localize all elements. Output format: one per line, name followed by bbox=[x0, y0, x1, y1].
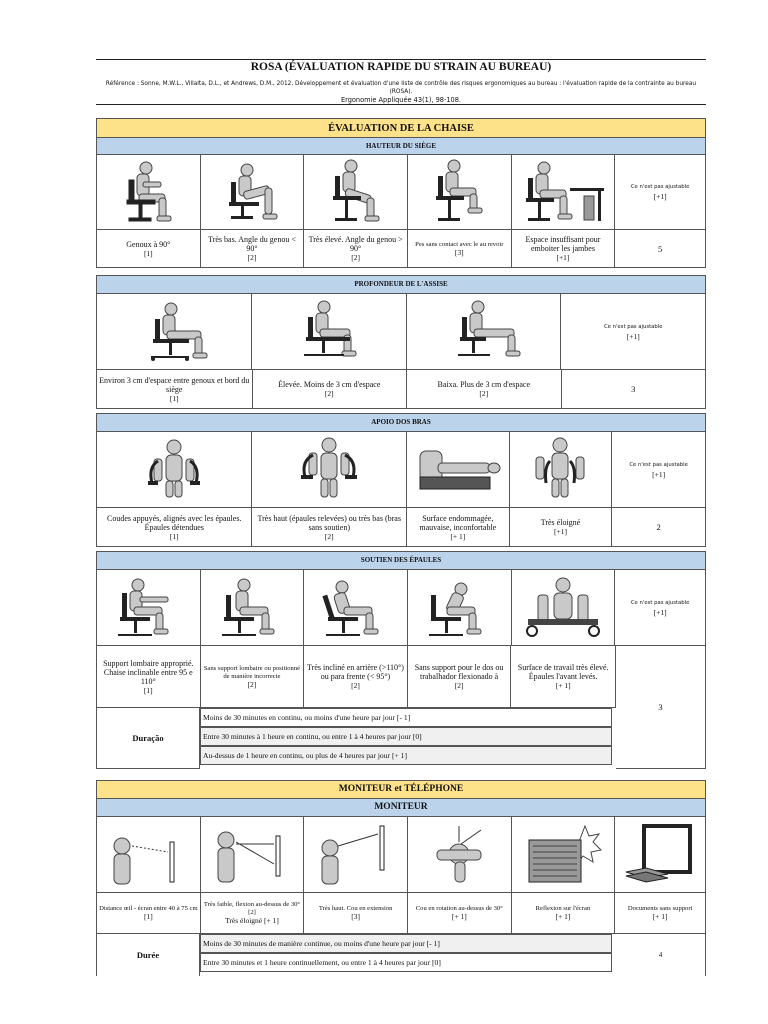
option-text: Baixa. Plus de 3 cm d'espace bbox=[437, 380, 531, 389]
option-score: [1] bbox=[143, 248, 153, 258]
reference-line-1: Référence : Sonne, M.W.L., Villalta, D.L., et Andrews, D.M., 2012. Développement et évaluation d'une liste de contrôle des risques ergonomiques au bureau : l'évaluation rapide de la contrainte au bureau (ROSA). bbox=[105, 81, 697, 95]
option-score: [+ 1] bbox=[264, 916, 279, 925]
option-text: Pes sans contact avec le au revoir bbox=[415, 240, 504, 248]
back-support-option-2 bbox=[201, 646, 305, 707]
option-text: Très haut. Cou en extension bbox=[318, 905, 393, 912]
option-score: [+1] bbox=[556, 253, 570, 262]
option-text: Très incliné en arrière (>110°) ou para frente (< 95°) bbox=[307, 663, 404, 681]
seat-height-figure-2 bbox=[201, 155, 305, 229]
option-score: [3] bbox=[454, 247, 464, 257]
option-score: [1] bbox=[169, 393, 179, 403]
seat-depth-figure-1 bbox=[97, 294, 252, 369]
armrests-labels-row bbox=[96, 508, 706, 547]
monitor-option-3 bbox=[304, 893, 408, 933]
duration-option-3: Au-dessus de 1 heure en continu, ou plus de 4 heures par jour [+ 1] bbox=[200, 746, 612, 765]
back-support-not-adjustable bbox=[615, 570, 705, 645]
armrests-figure-4 bbox=[510, 432, 613, 507]
option-text: Sans support lombaire ou positionné de manière incorrecte bbox=[203, 664, 301, 680]
option-text: Distance œil - écran entre 40 à 75 cm bbox=[99, 905, 198, 912]
back-support-figure-1 bbox=[97, 570, 201, 645]
monitor-figures-row bbox=[96, 817, 706, 893]
back-support-figure-5 bbox=[512, 570, 616, 645]
page-title: ROSA (ÉVALUATION RAPIDE DU STRAIN AU BUREAU) bbox=[250, 61, 552, 73]
option-score: [+ 1] bbox=[555, 912, 571, 921]
armrests-option-1 bbox=[97, 508, 252, 546]
monitor-figure-5 bbox=[512, 817, 616, 892]
back-support-figure-2 bbox=[201, 570, 305, 645]
back-support-figures-row bbox=[96, 570, 706, 646]
option-score: [2] bbox=[351, 253, 361, 262]
option-text: Très éloigné bbox=[225, 916, 263, 925]
seat-depth-option-1 bbox=[97, 370, 253, 408]
option-text: Très élevé. Angle du genou > 90° bbox=[308, 235, 403, 253]
seat-depth-option-3 bbox=[407, 370, 562, 408]
duration-option-2: Entre 30 minutes à 1 heure en continu, ou entre 1 à 4 heures par jour [0] bbox=[200, 727, 612, 746]
seat-height-option-3 bbox=[304, 230, 408, 267]
monitor-figure-1 bbox=[97, 817, 201, 892]
seat-height-section bbox=[96, 118, 706, 270]
option-text: Genoux à 90° bbox=[126, 239, 171, 249]
monitor-figure-3 bbox=[304, 817, 408, 892]
option-score: [2] bbox=[247, 679, 257, 689]
armrests-total: 2 bbox=[656, 522, 661, 532]
option-score: [1] bbox=[143, 912, 153, 921]
option-score: [2] bbox=[324, 531, 334, 541]
back-support-option-3 bbox=[304, 646, 408, 707]
monitor-option-4 bbox=[408, 893, 512, 933]
option-text: Reflexion sur l'écran bbox=[535, 905, 591, 912]
option-text: Documents sans support bbox=[627, 905, 693, 912]
seat-depth-option-2 bbox=[253, 370, 408, 408]
armrests-figure-3 bbox=[407, 432, 510, 507]
not-adjustable-label: Ce n'est pas ajustable bbox=[603, 323, 663, 330]
back-support-option-5 bbox=[511, 646, 615, 707]
back-support-figure-4 bbox=[408, 570, 512, 645]
seat-height-option-2 bbox=[201, 230, 305, 267]
seat-height-figure-3 bbox=[304, 155, 408, 229]
armrests-option-3 bbox=[407, 508, 510, 546]
seat-height-figure-4 bbox=[408, 155, 512, 229]
option-text: Surface endommagée, mauvaise, inconfortable bbox=[419, 513, 497, 532]
option-text: Très faible, flexion au-dessus de 30° bbox=[203, 901, 301, 908]
seat-depth-labels-row bbox=[96, 370, 706, 409]
header-rule bbox=[96, 104, 706, 105]
seat-height-option-4 bbox=[408, 230, 512, 267]
option-text: Très éloigné bbox=[540, 518, 581, 527]
not-adjustable-label: Ce n'est pas ajustable bbox=[629, 461, 688, 468]
seat-depth-header: PROFONDEUR DE L'ASSISE bbox=[96, 275, 706, 294]
monitor-option-2 bbox=[201, 893, 305, 933]
back-support-figure-3 bbox=[304, 570, 408, 645]
option-score: [+ 1] bbox=[652, 912, 668, 921]
back-support-option-4 bbox=[408, 646, 512, 707]
option-text: Coudes appuyés, alignés avec les épaules. Épaules détendues bbox=[107, 513, 242, 532]
back-support-duration-cell bbox=[96, 708, 200, 769]
seat-height-not-adjustable bbox=[615, 155, 705, 229]
monitor-figure-4 bbox=[408, 817, 512, 892]
seat-height-labels-row bbox=[96, 230, 706, 268]
seat-height-option-5 bbox=[512, 230, 616, 267]
monitor-figure-6 bbox=[615, 817, 705, 892]
armrests-not-adjustable bbox=[612, 432, 705, 507]
monitor-duration-cell bbox=[96, 934, 200, 976]
not-adjustable-score: [+1] bbox=[653, 192, 667, 201]
option-text: Environ 3 cm d'espace entre genoux et bord du siège bbox=[99, 375, 250, 394]
option-score: [+ 1] bbox=[450, 531, 466, 541]
monitor-header: MONITEUR bbox=[96, 798, 706, 817]
option-text: Sans support pour le dos ou trabalhador flexionado à bbox=[414, 663, 504, 681]
armrests-option-2 bbox=[252, 508, 406, 546]
monitor-option-1 bbox=[97, 893, 201, 933]
monitor-section bbox=[96, 780, 706, 976]
monitor-phone-header: MONITEUR et TÉLÉPHONE bbox=[96, 780, 706, 799]
option-text: Support lombaire approprié. Chaise inclinable entre 95 e 110° bbox=[103, 658, 194, 686]
option-score: [2] bbox=[324, 389, 334, 398]
duration-label: Durée bbox=[136, 950, 160, 960]
reference-line-2: Ergonomie Appliquée 43(1), 98-108. bbox=[340, 96, 462, 104]
armrests-figures-row bbox=[96, 432, 706, 508]
armrests-option-4 bbox=[510, 508, 613, 546]
seat-height-figure-1 bbox=[97, 155, 201, 229]
armrests-section bbox=[96, 413, 706, 547]
seat-depth-total: 3 bbox=[631, 384, 636, 394]
armrests-header: APOIO DOS BRAS bbox=[96, 413, 706, 432]
seat-height-total: 5 bbox=[658, 243, 663, 254]
back-support-header: SOUTIEN DES ÉPAULES bbox=[96, 551, 706, 570]
not-adjustable-label: Ce n'est pas ajustable bbox=[630, 184, 690, 190]
option-text: Cou en rotation au-dessus de 30° bbox=[415, 905, 503, 912]
seat-depth-not-adjustable bbox=[561, 294, 705, 369]
option-score: [+ 1] bbox=[451, 912, 467, 921]
seat-height-figures-row bbox=[96, 155, 706, 230]
top-rule bbox=[96, 59, 706, 60]
armrests-figure-1 bbox=[97, 432, 252, 507]
monitor-option-5 bbox=[512, 893, 616, 933]
option-score: [+ 1] bbox=[555, 681, 571, 690]
duration-option-1: Moins de 30 minutes en continu, ou moins d'une heure par jour [- 1] bbox=[200, 708, 612, 727]
monitor-duration-option-2: Entre 30 minutes et 1 heure continuellement, ou entre 1 à 4 heures par jour [0] bbox=[200, 953, 612, 972]
chair-total: 3 bbox=[616, 646, 706, 769]
back-support-option-1 bbox=[97, 646, 201, 707]
not-adjustable-score: [+1] bbox=[626, 331, 640, 341]
option-score: [2] bbox=[351, 681, 360, 690]
option-score: [1] bbox=[169, 531, 179, 541]
option-score: [2] bbox=[248, 909, 256, 916]
seat-height-header: HAUTEUR DU SIÈGE bbox=[96, 137, 706, 155]
option-text: Très haut (épaules relevées) ou très bas (bras sans soutien) bbox=[257, 513, 401, 532]
seat-depth-section bbox=[96, 275, 706, 409]
monitor-figure-2 bbox=[201, 817, 305, 892]
option-score: [2] bbox=[479, 389, 489, 398]
not-adjustable-score: [+1] bbox=[652, 469, 666, 479]
reference bbox=[96, 80, 706, 104]
seat-height-figure-5 bbox=[512, 155, 616, 229]
seat-depth-figures-row bbox=[96, 294, 706, 370]
duration-label: Duração bbox=[132, 733, 164, 743]
armrests-figure-2 bbox=[252, 432, 406, 507]
back-support-section bbox=[96, 551, 706, 769]
chair-section-header: ÉVALUATION DE LA CHAISE bbox=[96, 118, 706, 139]
seat-height-option-1 bbox=[97, 230, 201, 267]
option-text: Espace insuffisant pour emboiter les jambes bbox=[525, 235, 601, 253]
option-score: [1] bbox=[143, 685, 153, 695]
option-text: Élevée. Moins de 3 cm d'espace bbox=[278, 380, 381, 389]
not-adjustable-label: Ce n'est pas ajustable bbox=[630, 599, 690, 606]
option-text: Très bas. Angle du genou < 90° bbox=[208, 235, 296, 253]
monitor-labels-row bbox=[96, 893, 706, 934]
option-score: [2] bbox=[247, 253, 257, 262]
option-score: [2] bbox=[454, 681, 464, 690]
seat-depth-figure-3 bbox=[407, 294, 562, 369]
monitor-option-6 bbox=[615, 893, 705, 933]
not-adjustable-score: [+1] bbox=[653, 607, 667, 617]
option-score: [+1] bbox=[553, 527, 567, 536]
monitor-duration-option-1: Moins de 30 minutes de manière continue, ou moins d'une heure par jour [- 1] bbox=[200, 934, 612, 953]
option-text: Surface de travail très élevé. Épaules l'avant levés. bbox=[517, 663, 609, 681]
back-support-labels-row bbox=[96, 646, 616, 708]
monitor-total: 4 bbox=[616, 934, 706, 976]
seat-depth-figure-2 bbox=[252, 294, 407, 369]
option-score: [3] bbox=[351, 912, 360, 921]
